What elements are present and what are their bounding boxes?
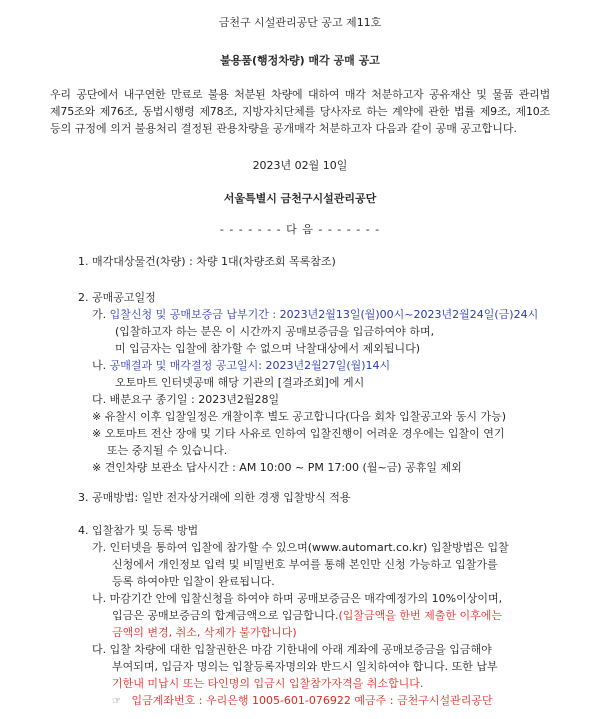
intro-line-3: 등의 규정에 의거 불용처리 결정된 관용차량을 공개매각 처분하고자 다음과 같이 공매 공고합니다.	[50, 122, 517, 135]
bid-period: 입찰신청 및 공매보증금 납부기간 : 2023년2월13일(월)00시~2023년2월24일(금)24시	[109, 308, 539, 321]
item-prefix: 나.	[92, 359, 107, 372]
deposit-instruction: 입금은 공매보증금의 합계금액으로 입금합니다.	[112, 609, 339, 622]
item-prefix: 가.	[92, 308, 107, 321]
bid-period-note-2: 미 입금자는 입찰에 참가할 수 없으며 낙찰대상에서 제외됩니다)	[115, 342, 421, 355]
result-announcement: 공매결과 및 매각결정 공고일시: 2023년2월27일(월)14시	[109, 359, 391, 372]
notice-date: 2023년 02월 10일	[252, 159, 348, 172]
section-3: 3. 공매방법: 일반 전자상거래에 의한 경쟁 입찰방식 적용	[78, 491, 351, 504]
intro-line-1: 우리 공단에서 내구연한 만료로 불용 처분된 차량에 대하여 매각 처분하고자 공유재산 및 물품 관리법	[50, 88, 550, 101]
notice-title: 불용품(행정차량) 매각 공매 공고	[220, 54, 380, 67]
note-visit-hours: ※ 견인차량 보관소 답사시간 : AM 10:00 ~ PM 17:00 (월~금) 공휴일 제외	[92, 461, 462, 474]
schedule-item-b	[92, 357, 390, 374]
note-system-failure: ※ 오토마트 전산 장애 및 기타 사유로 인하여 입찰진행이 어려운 경우에는 입찰이 연기	[92, 427, 505, 440]
intro-line-2: 제75조와 제76조, 동법시행령 제78조, 지방자치단체를 당사자로 하는 계약에 관한 법률 제9조, 제10조	[50, 105, 550, 118]
section-1: 1. 매각대상물건(차량) : 차량 1대(차량조회 목록참조)	[78, 255, 336, 268]
participation-a-2: 신청에서 개인정보 입력 및 비밀번호 부여를 통해 본인만 신청 가능하고 입찰가를	[112, 558, 498, 571]
participation-c-2: 부여되며, 입금자 명의는 입찰등록자명의와 반드시 일치하여야 합니다. 또한 납부	[112, 660, 498, 673]
bid-period-note-1: (입찰하고자 하는 분은 이 시간까지 공매보증금을 입금하여야 하며,	[115, 325, 435, 338]
pointing-hand-icon: ☞	[112, 696, 121, 707]
notice-number: 금천구 시설관리공단 공고 제11호	[218, 16, 382, 29]
account-number: 입금계좌번호 : 우리은행 1005-601-076922 예금주 : 금천구시설관리공단	[131, 694, 493, 707]
no-change-warning: (입찰금액을 한번 제출한 이후에는	[338, 609, 503, 622]
section-4-heading: 4. 입찰참가 및 등록 방법	[78, 524, 199, 537]
note-failed-bid: ※ 유찰시 이후 입찰일정은 개찰이후 별도 공고합니다(다음 회차 입찰공고와 동시 가능)	[92, 410, 507, 423]
schedule-item-c: 다. 배분요구 종기일 : 2023년2월28일	[92, 393, 280, 406]
no-change-warning-cont: 금액의 변경, 취소, 삭제가 불가합니다)	[112, 626, 297, 639]
divider-heading: - - - - - - - 다 음 - - - - - - -	[219, 223, 381, 236]
participation-a-1: 가. 인터넷을 통하여 입찰에 참가할 수 있으며(www.automart.co.kr) 입찰방법은 입찰	[92, 541, 509, 554]
issuer: 서울특별시 금천구시설관리공단	[223, 192, 377, 205]
participation-c-1: 다. 입찰 차량에 대한 입찰권한은 마감 기한내에 아래 계좌에 공매보증금을 입금해야	[92, 643, 492, 656]
schedule-item-a	[92, 306, 538, 323]
result-announcement-note: 오토마트 인터넷공매 해당 기관의 [결과조회]에 게시	[115, 376, 365, 389]
participation-a-3: 등록 하여야만 입찰이 완료됩니다.	[112, 575, 275, 588]
cancellation-warning: 기한내 미납시 또는 타인명의 입금시 입찰참가자격을 취소합니다.	[112, 677, 424, 690]
participation-b-1: 나. 마감기간 안에 입찰신청을 하여야 하며 공매보증금은 매각예정가의 10%이상이며,	[92, 592, 503, 605]
section-2-heading: 2. 공매공고일정	[78, 291, 156, 304]
participation-b-2	[112, 607, 502, 624]
note-system-failure-cont: 또는 중지될 수 있습니다.	[107, 444, 228, 457]
account-info	[112, 692, 493, 710]
